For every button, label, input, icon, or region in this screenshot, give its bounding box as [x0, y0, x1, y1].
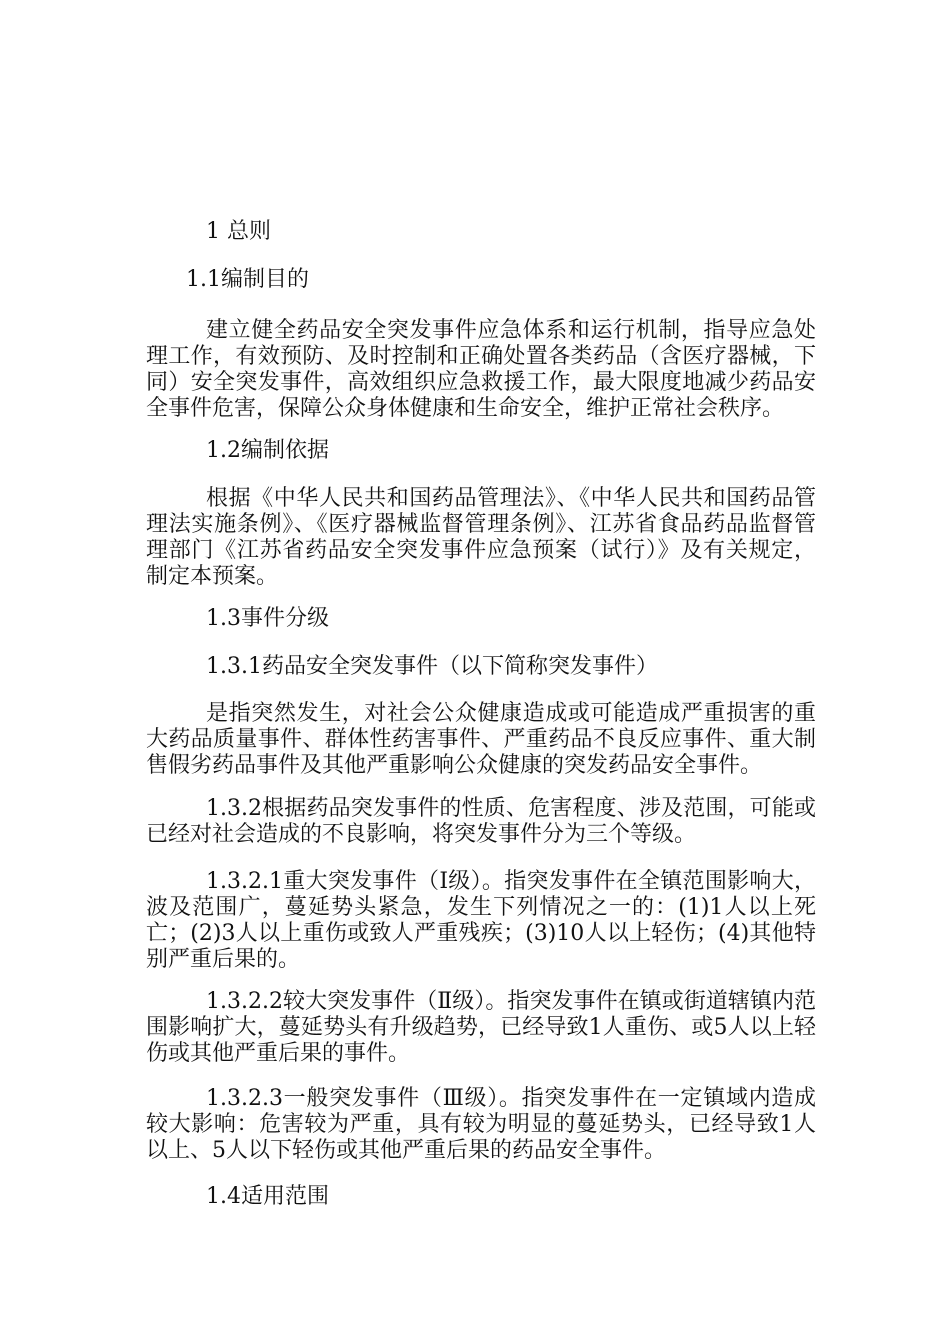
section-1-3-2-paragraph: 1.3.2根据药品突发事件的性质、危害程度、涉及范围，可能或已经对社会造成的不良影响，将突发事件分为三个等级。	[146, 796, 816, 847]
section-1-3-2-3-paragraph: 1.3.2.3一般突发事件（Ⅲ级）。指突发事件在一定镇域内造成较大影响：危害较为严重，具有较为明显的蔓延势头，已经导致1人以上、5人以下轻伤或其他严重后果的药品安全事件。	[146, 1086, 816, 1163]
section-1-2-paragraph: 根据《中华人民共和国药品管理法》、《中华人民共和国药品管理法实施条例》、《医疗器械监督管理条例》、江苏省食品药品监督管理部门《江苏省药品安全突发事件应急预案（试行）》及有关规定，制定本预案。	[146, 486, 816, 589]
section-1-3-2-2-paragraph: 1.3.2.2较大突发事件（Ⅱ级）。指突发事件在镇或街道辖镇内范围影响扩大，蔓延势头有升级趋势，已经导致1人重伤、或5人以上轻伤或其他严重后果的事件。	[146, 989, 816, 1066]
section-1-3-title: 1.3事件分级	[206, 606, 329, 631]
section-1-3-1-title: 1.3.1药品安全突发事件（以下简称突发事件）	[206, 654, 658, 679]
section-1-title: 1 总则	[206, 219, 271, 244]
section-1-4-title: 1.4适用范围	[206, 1184, 329, 1209]
section-1-3-1-paragraph: 是指突然发生，对社会公众健康造成或可能造成严重损害的重大药品质量事件、群体性药害事件、严重药品不良反应事件、重大制售假劣药品事件及其他严重影响公众健康的突发药品安全事件。	[146, 701, 816, 778]
section-1-3-2-1-paragraph: 1.3.2.1重大突发事件（Ⅰ级）。指突发事件在全镇范围影响大，波及范围广，蔓延势头紧急，发生下列情况之一的：(1)1人以上死亡；(2)3人以上重伤或致人严重残疾；(3)10人以上轻伤；(4)其他特别严重后果的。	[146, 869, 816, 972]
section-1-1-paragraph: 建立健全药品安全突发事件应急体系和运行机制，指导应急处理工作，有效预防、及时控制和正确处置各类药品（含医疗器械，下同）安全突发事件，高效组织应急救援工作，最大限度地减少药品安全事件危害，保障公众身体健康和生命安全，维护正常社会秩序。	[146, 318, 816, 421]
section-1-2-title: 1.2编制依据	[206, 438, 329, 463]
section-1-1-title: 1.1编制目的	[186, 267, 309, 292]
